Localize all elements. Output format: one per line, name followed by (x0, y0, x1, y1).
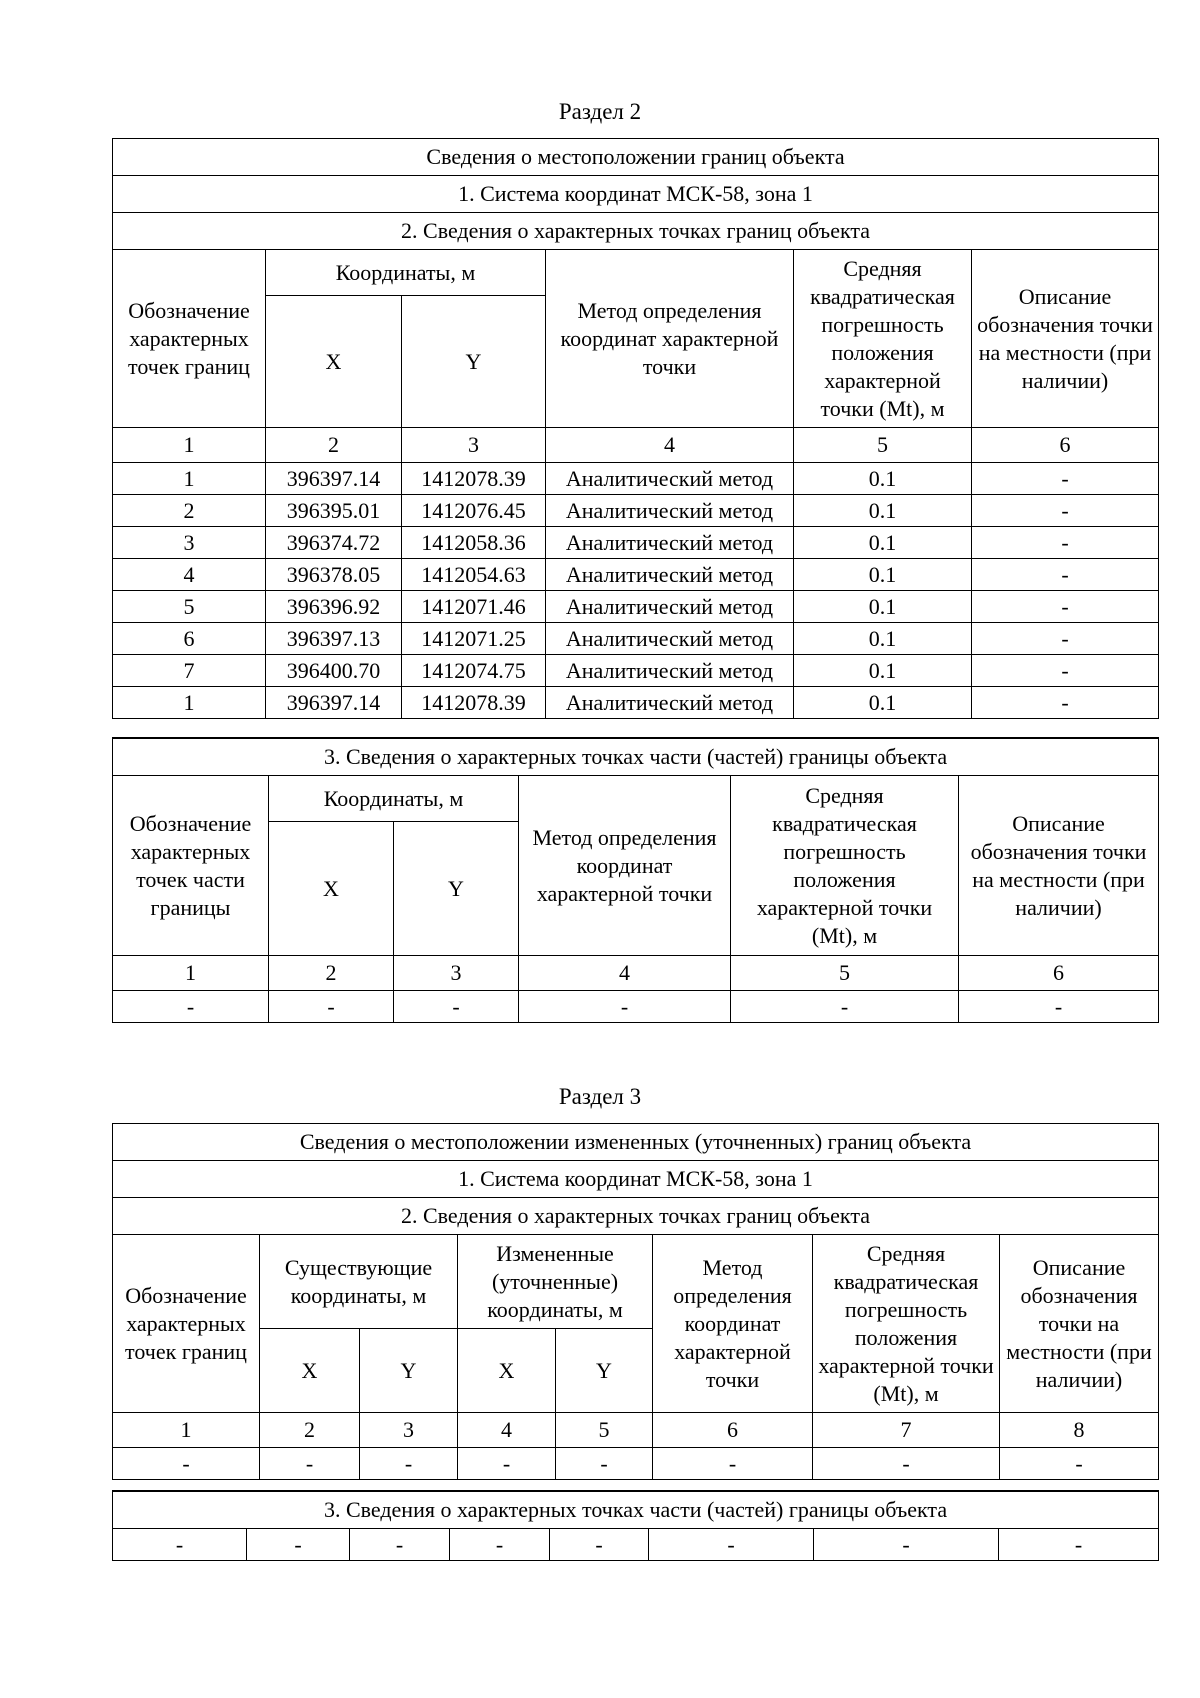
col-number: 2 (260, 1413, 360, 1448)
section-3-part-table (112, 1490, 1159, 1561)
x-cell: 396378.05 (266, 559, 402, 591)
col-error-header: Средняя квадратическая погрешность положения характерной точки (Mt), м (794, 250, 972, 428)
s3-col-x2-header: X (458, 1329, 556, 1413)
point-cell: 1 (113, 463, 266, 495)
section-3-main-header: Сведения о местоположении измененных (уточненных) границ объекта (113, 1124, 1159, 1161)
col-number: 2 (269, 956, 394, 991)
y-cell: 1412071.46 (402, 591, 546, 623)
empty-cell: - (959, 991, 1159, 1023)
s3-col-error-header: Средняя квадратическая погрешность положения характерной точки (Mt), м (813, 1235, 1000, 1413)
y-cell: 1412078.39 (402, 687, 546, 719)
table-row (113, 687, 1159, 719)
method-cell: Аналитический метод (546, 623, 794, 655)
empty-cell: - (350, 1529, 450, 1561)
table-row (113, 527, 1159, 559)
col-coordinates-header: Координаты, м (266, 250, 546, 296)
section-2-main-header: Сведения о местоположении границ объекта (113, 139, 1159, 176)
s3-col-designation-header: Обозначение характерных точек границ (113, 1235, 260, 1413)
table-row (113, 495, 1159, 527)
table-row (113, 559, 1159, 591)
section-3-title: Раздел 3 (558, 1084, 642, 1109)
y-cell: 1412076.45 (402, 495, 546, 527)
x-cell: 396400.70 (266, 655, 402, 687)
mt-cell: 0.1 (794, 495, 972, 527)
part-col-x-header: X (269, 822, 394, 956)
x-cell: 396397.14 (266, 463, 402, 495)
point-cell: 5 (113, 591, 266, 623)
table-row (113, 1529, 1159, 1561)
desc-cell: - (972, 527, 1159, 559)
mt-cell: 0.1 (794, 623, 972, 655)
table-row (113, 463, 1159, 495)
desc-cell: - (972, 655, 1159, 687)
section-2-points-header: 2. Сведения о характерных точках границ объекта (113, 213, 1159, 250)
empty-cell: - (519, 991, 731, 1023)
desc-cell: - (972, 463, 1159, 495)
section-3-table (112, 1123, 1159, 1480)
mt-cell: 0.1 (794, 463, 972, 495)
part-col-error-header: Средняя квадратическая погрешность положения характерной точки (Mt), м (731, 776, 959, 956)
col-number: 6 (972, 428, 1159, 463)
col-number: 4 (546, 428, 794, 463)
y-cell: 1412078.39 (402, 463, 546, 495)
col-number: 1 (113, 956, 269, 991)
point-cell: 4 (113, 559, 266, 591)
point-cell: 3 (113, 527, 266, 559)
s3-col-y1-header: Y (360, 1329, 458, 1413)
desc-cell: - (972, 559, 1159, 591)
x-cell: 396397.13 (266, 623, 402, 655)
y-cell: 1412071.25 (402, 623, 546, 655)
section-2-title: Раздел 2 (558, 99, 642, 124)
empty-cell: - (113, 1529, 247, 1561)
method-cell: Аналитический метод (546, 559, 794, 591)
col-number: 7 (813, 1413, 1000, 1448)
col-number: 5 (794, 428, 972, 463)
empty-cell: - (649, 1529, 814, 1561)
x-cell: 396396.92 (266, 591, 402, 623)
table-row (113, 991, 1159, 1023)
section-3-coord-system: 1. Система координат МСК-58, зона 1 (113, 1161, 1159, 1198)
point-cell: 7 (113, 655, 266, 687)
empty-cell: - (550, 1529, 649, 1561)
section-2-part-header: 3. Сведения о характерных точках части (частей) границы объекта (113, 738, 1159, 776)
s3-col-x1-header: X (260, 1329, 360, 1413)
col-number: 3 (394, 956, 519, 991)
s3-col-description-header: Описание обозначения точки на местности (при наличии) (1000, 1235, 1159, 1413)
mt-cell: 0.1 (794, 527, 972, 559)
empty-cell: - (458, 1448, 556, 1480)
col-method-header: Метод определения координат характерной точки (546, 250, 794, 428)
mt-cell: 0.1 (794, 687, 972, 719)
col-number: 5 (731, 956, 959, 991)
table-row (113, 623, 1159, 655)
table-row (113, 655, 1159, 687)
y-cell: 1412054.63 (402, 559, 546, 591)
x-cell: 396374.72 (266, 527, 402, 559)
col-number: 2 (266, 428, 402, 463)
part-col-description-header: Описание обозначения точки на местности (при наличии) (959, 776, 1159, 956)
section-2-table (112, 138, 1159, 719)
s3-col-method-header: Метод определения координат характерной точки (653, 1235, 813, 1413)
method-cell: Аналитический метод (546, 527, 794, 559)
section-3-points-header: 2. Сведения о характерных точках границ объекта (113, 1198, 1159, 1235)
part-col-method-header: Метод определения координат характерной точки (519, 776, 731, 956)
y-cell: 1412074.75 (402, 655, 546, 687)
desc-cell: - (972, 687, 1159, 719)
mt-cell: 0.1 (794, 591, 972, 623)
empty-cell: - (394, 991, 519, 1023)
desc-cell: - (972, 623, 1159, 655)
col-number: 6 (653, 1413, 813, 1448)
col-number: 1 (113, 1413, 260, 1448)
y-cell: 1412058.36 (402, 527, 546, 559)
part-col-y-header: Y (394, 822, 519, 956)
s3-col-changed-header: Измененные (уточненные) координаты, м (458, 1235, 653, 1329)
s3-col-y2-header: Y (556, 1329, 653, 1413)
desc-cell: - (972, 495, 1159, 527)
part-col-coordinates-header: Координаты, м (269, 776, 519, 822)
section-2-coord-system: 1. Система координат МСК-58, зона 1 (113, 176, 1159, 213)
empty-cell: - (113, 1448, 260, 1480)
col-number: 5 (556, 1413, 653, 1448)
col-number: 4 (519, 956, 731, 991)
empty-cell: - (1000, 1448, 1159, 1480)
method-cell: Аналитический метод (546, 591, 794, 623)
point-cell: 6 (113, 623, 266, 655)
table-row (113, 1448, 1159, 1480)
method-cell: Аналитический метод (546, 495, 794, 527)
part-col-designation-header: Обозначение характерных точек части границы (113, 776, 269, 956)
s3-col-existing-header: Существующие координаты, м (260, 1235, 458, 1329)
mt-cell: 0.1 (794, 655, 972, 687)
x-cell: 396397.14 (266, 687, 402, 719)
col-number: 8 (1000, 1413, 1159, 1448)
col-designation-header: Обозначение характерных точек границ (113, 250, 266, 428)
method-cell: Аналитический метод (546, 463, 794, 495)
col-y-header: Y (402, 296, 546, 428)
col-number: 3 (360, 1413, 458, 1448)
mt-cell: 0.1 (794, 559, 972, 591)
empty-cell: - (999, 1529, 1159, 1561)
point-cell: 2 (113, 495, 266, 527)
empty-cell: - (813, 1448, 1000, 1480)
empty-cell: - (731, 991, 959, 1023)
empty-cell: - (247, 1529, 350, 1561)
col-number: 4 (458, 1413, 556, 1448)
section-2-part-table (112, 737, 1159, 1023)
method-cell: Аналитический метод (546, 687, 794, 719)
x-cell: 396395.01 (266, 495, 402, 527)
section-3-part-header: 3. Сведения о характерных точках части (частей) границы объекта (113, 1491, 1159, 1529)
col-description-header: Описание обозначения точки на местности (при наличии) (972, 250, 1159, 428)
empty-cell: - (360, 1448, 458, 1480)
col-x-header: X (266, 296, 402, 428)
table-row (113, 591, 1159, 623)
col-number: 1 (113, 428, 266, 463)
empty-cell: - (653, 1448, 813, 1480)
empty-cell: - (269, 991, 394, 1023)
col-number: 3 (402, 428, 546, 463)
empty-cell: - (260, 1448, 360, 1480)
method-cell: Аналитический метод (546, 655, 794, 687)
empty-cell: - (556, 1448, 653, 1480)
empty-cell: - (113, 991, 269, 1023)
empty-cell: - (450, 1529, 550, 1561)
desc-cell: - (972, 591, 1159, 623)
col-number: 6 (959, 956, 1159, 991)
point-cell: 1 (113, 687, 266, 719)
empty-cell: - (814, 1529, 999, 1561)
